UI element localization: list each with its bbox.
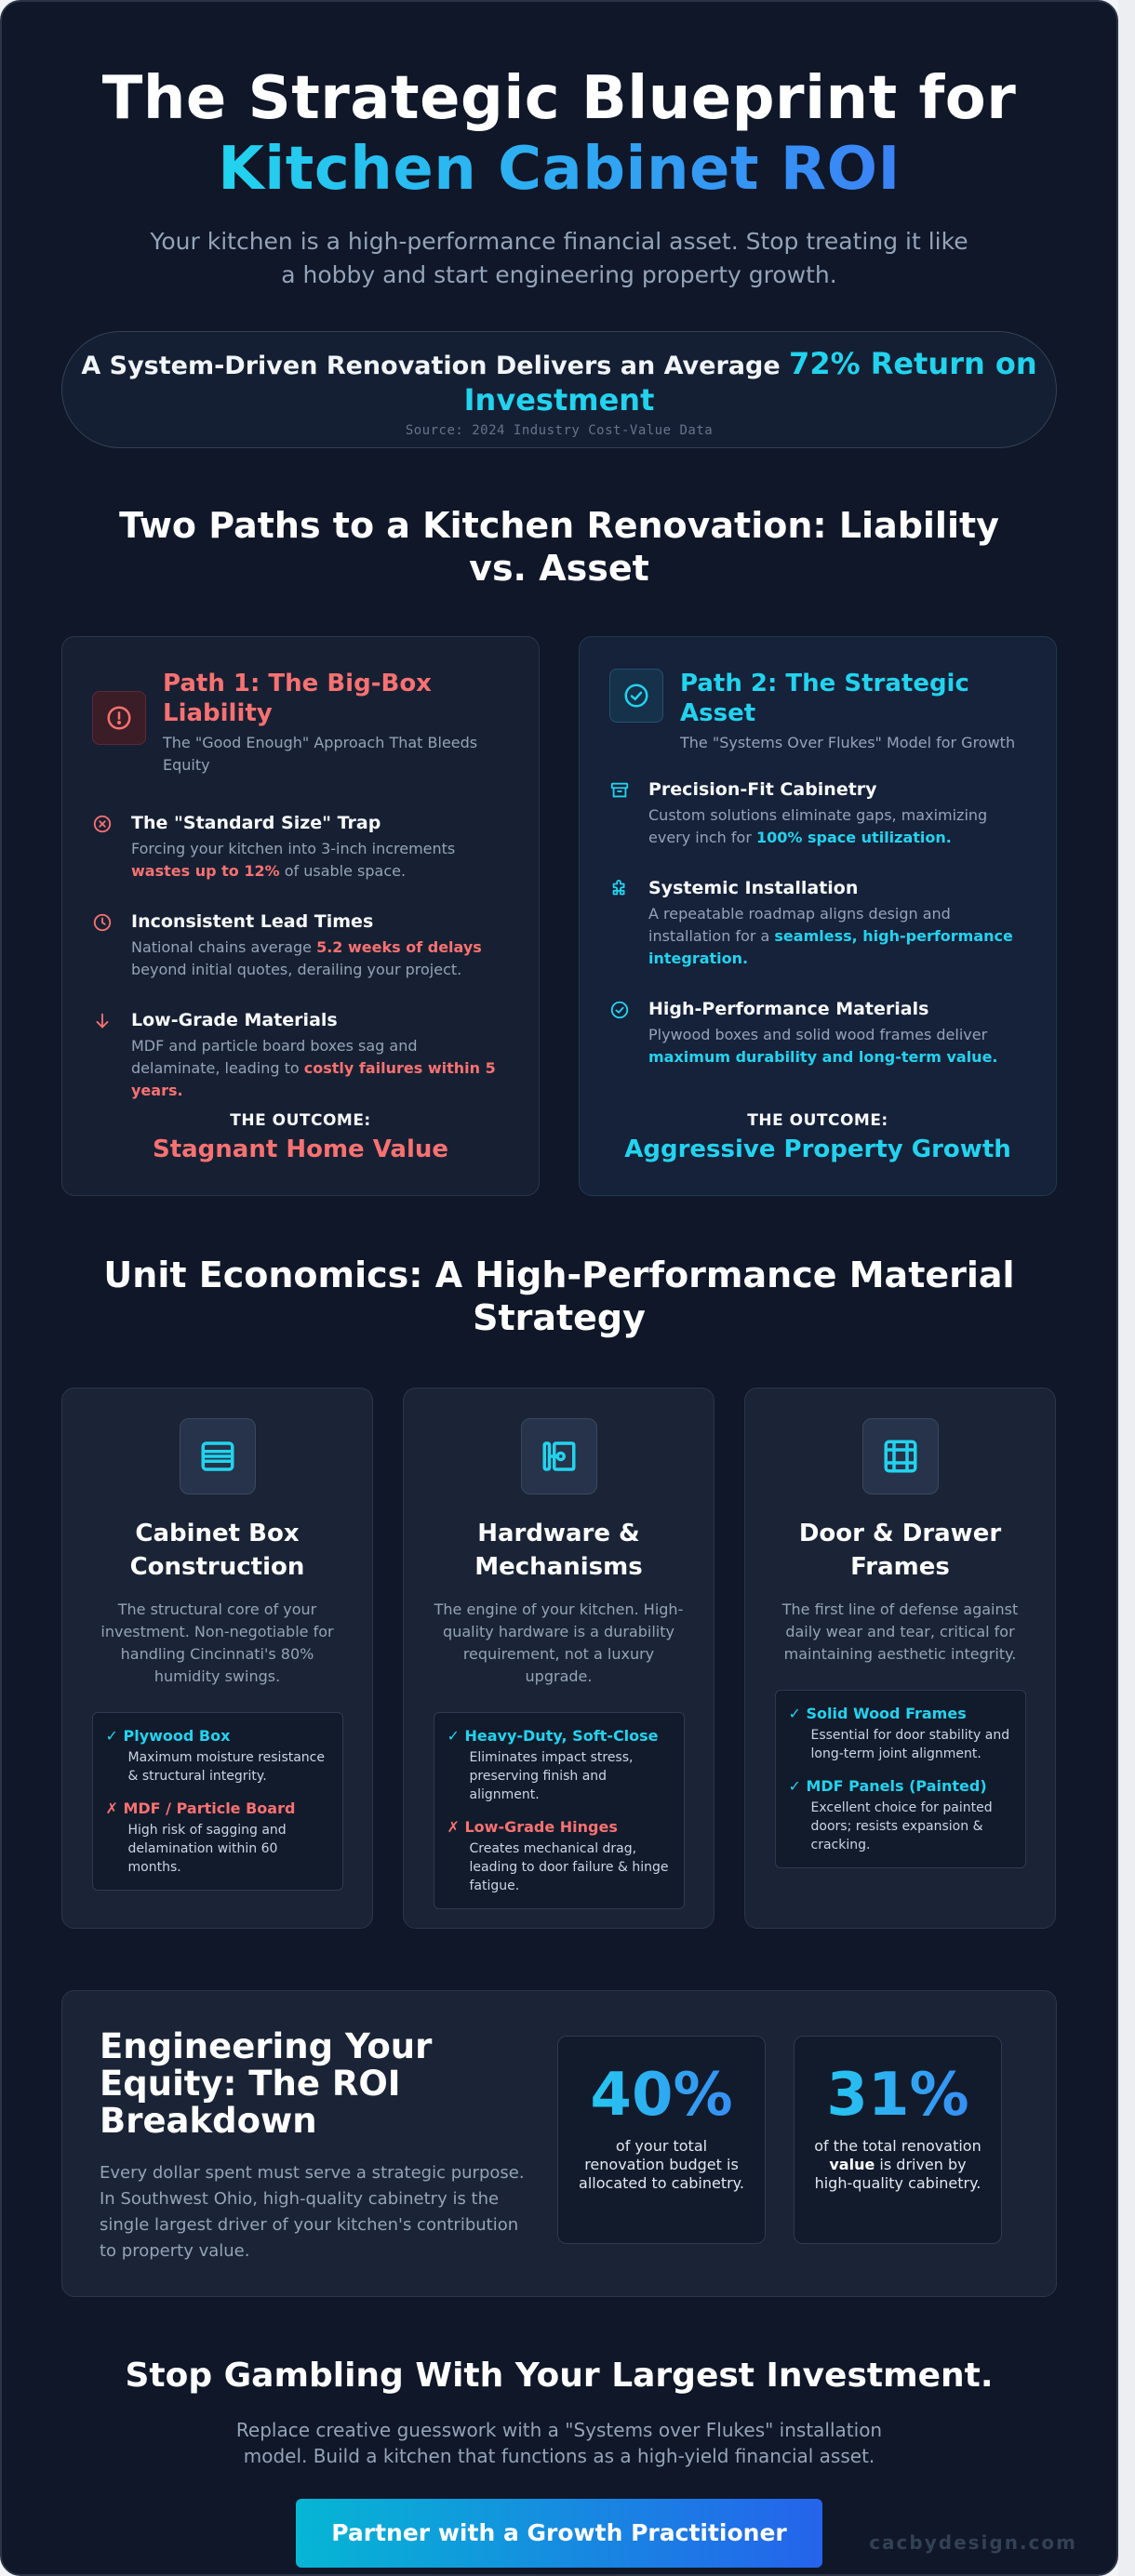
title-line-1: The Strategic Blueprint for xyxy=(101,64,1017,133)
path-item-title: Precision-Fit Cabinetry xyxy=(648,779,877,800)
material-option-title: ✓ Solid Wood Frames xyxy=(788,1705,967,1722)
desc-text: Forcing your kitchen into 3-inch increments xyxy=(131,840,456,857)
material-option xyxy=(106,1726,329,1786)
path-item-title: Inconsistent Lead Times xyxy=(131,911,374,932)
stat-value: 40% xyxy=(558,2063,765,2128)
cta-subtitle: Replace creative guesswork with a "Systems over Flukes" installation model. Build a kitchen that functions as a high-yield financial asset. xyxy=(235,2419,883,2467)
material-option-title: ✗ MDF / Particle Board xyxy=(105,1799,296,1817)
desc-highlight: maximum durability and long-term value. xyxy=(648,1048,998,1066)
desc-text: A repeatable roadmap aligns design and installation for a xyxy=(648,905,951,945)
grid-frame-icon xyxy=(862,1418,939,1494)
path-item xyxy=(609,778,1026,849)
outcome-label: THE OUTCOME: xyxy=(230,1111,371,1130)
material-card-title: Hardware & Mechanisms xyxy=(474,1520,643,1581)
partner-button[interactable]: Partner with a Growth Practitioner xyxy=(296,2499,822,2568)
check-circle-icon xyxy=(609,1000,630,1020)
material-option-desc: Excellent choice for painted doors; resists expansion & cracking. xyxy=(810,1800,993,1852)
material-option xyxy=(789,1704,1012,1763)
path-item xyxy=(609,998,1026,1069)
stat-card xyxy=(794,2036,1002,2244)
material-option-desc: High risk of sagging and delamination within 60 months. xyxy=(127,1823,287,1875)
path-title: Path 2: The Strategic Asset xyxy=(680,670,969,727)
materials-cards xyxy=(2,1388,1116,1929)
outcome-label: THE OUTCOME: xyxy=(747,1111,888,1130)
path-item-desc xyxy=(648,903,1026,970)
roi-breakdown-panel xyxy=(61,1990,1057,2297)
path-item-title: High-Performance Materials xyxy=(648,999,929,1019)
path-card-liability xyxy=(61,636,540,1196)
roi-banner xyxy=(61,331,1057,448)
path-item-desc xyxy=(648,1024,1026,1069)
roi-banner-text xyxy=(62,347,1056,419)
archive-icon xyxy=(609,780,630,801)
material-card-title: Door & Drawer Frames xyxy=(798,1520,1002,1581)
material-option-title: ✓ Plywood Box xyxy=(105,1727,231,1745)
stat-desc-text: of your total renovation budget is allocated to cabinetry. xyxy=(579,2137,744,2192)
desc-text: Custom solutions eliminate gaps, maximizing every inch for xyxy=(648,806,988,846)
stat-value: 31% xyxy=(794,2063,1001,2128)
desc-highlight: wastes up to 12% xyxy=(131,862,280,880)
material-comparison-box xyxy=(434,1712,685,1909)
hero-subtitle: Your kitchen is a high-performance financial asset. Stop treating it like a hobby and start engineering property growth. xyxy=(150,228,968,288)
title-line-2: Kitchen Cabinet ROI xyxy=(218,135,901,204)
material-option-title: ✓ MDF Panels (Painted) xyxy=(788,1777,987,1795)
desc-text: MDF and particle board boxes sag and delaminate, leading to xyxy=(131,1037,418,1077)
path-items xyxy=(92,812,509,1102)
check-circle-icon xyxy=(609,669,663,723)
path-item-desc xyxy=(131,1035,509,1102)
roi-banner-source: Source: 2024 Industry Cost-Value Data xyxy=(405,423,714,438)
roi-breakdown-text xyxy=(100,2028,527,2296)
material-option-desc: Maximum moisture resistance & structural integrity. xyxy=(127,1750,325,1784)
desc-text: National chains average xyxy=(131,938,317,956)
material-option xyxy=(447,1726,671,1804)
roi-banner-lead: A System-Driven Renovation Delivers an Average xyxy=(81,352,781,380)
path-item xyxy=(609,877,1026,970)
path-title: Path 1: The Big-Box Liability xyxy=(163,670,432,727)
material-card xyxy=(744,1388,1056,1929)
hero-section xyxy=(2,2,1116,292)
alert-circle-icon xyxy=(92,691,146,745)
material-option-desc: Essential for door stability and long-term joint alignment. xyxy=(810,1728,1010,1761)
paths-section-title: Two Paths to a Kitchen Renovation: Liability vs. Asset xyxy=(119,505,999,589)
path-outcome xyxy=(62,1111,539,1163)
path-header xyxy=(92,669,509,777)
desc-highlight: 100% space utilization. xyxy=(755,829,952,846)
stat-desc-text: of the total renovation xyxy=(814,2137,981,2155)
path-item-desc xyxy=(648,804,1026,849)
desc-text: beyond initial quotes, derailing your project. xyxy=(131,961,462,978)
material-comparison-box xyxy=(92,1712,343,1891)
material-option-desc: Eliminates impact stress, preserving finish and alignment. xyxy=(469,1750,634,1802)
desc-highlight: costly failures within 5 years. xyxy=(131,1059,496,1099)
material-option xyxy=(789,1776,1012,1854)
material-card xyxy=(403,1388,714,1929)
arrow-down-icon xyxy=(92,1011,113,1031)
roi-banner-highlight: 72% Return on Investment xyxy=(463,346,1037,418)
path-item xyxy=(92,910,509,981)
cta-title: Stop Gambling With Your Largest Investment. xyxy=(125,2357,994,2395)
path-item xyxy=(92,1009,509,1102)
paths-comparison xyxy=(2,636,1116,1196)
path-subtitle: The "Systems Over Flukes" Model for Growth xyxy=(680,734,1016,751)
material-option xyxy=(106,1799,329,1877)
footer-brand: cacbydesign.com xyxy=(869,2531,1077,2554)
outcome-value: Stagnant Home Value xyxy=(152,1135,449,1163)
stat-desc xyxy=(814,2137,981,2193)
desc-text: of usable space. xyxy=(279,862,407,880)
material-option xyxy=(447,1817,671,1895)
materials-section-title: Unit Economics: A High-Performance Material Strategy xyxy=(103,1255,1015,1338)
roi-breakdown-desc: Every dollar spent must serve a strategic purpose. In Southwest Ohio, high-quality cabinetry is the single largest driver of your kitchen's contribution to property value. xyxy=(100,2163,525,2261)
material-option-desc: Creates mechanical drag, leading to door failure & hinge fatigue. xyxy=(469,1841,669,1893)
desc-highlight: 5.2 weeks of delays xyxy=(316,938,482,956)
path-item-title: Low-Grade Materials xyxy=(131,1010,338,1030)
page-scrollbar[interactable] xyxy=(1118,0,1135,2576)
path-card-asset xyxy=(579,636,1057,1196)
material-card-desc: The first line of defense against daily wear and tear, critical for maintaining aesthetic integrity. xyxy=(781,1600,1019,1663)
outcome-value: Aggressive Property Growth xyxy=(624,1135,1011,1163)
material-option-title: ✓ Heavy-Duty, Soft-Close xyxy=(447,1727,659,1745)
puzzle-icon xyxy=(609,879,630,899)
material-card xyxy=(61,1388,373,1929)
stat-card xyxy=(557,2036,766,2244)
desc-highlight: seamless, high-performance integration. xyxy=(648,927,1013,967)
material-comparison-box xyxy=(775,1690,1026,1868)
path-item-desc xyxy=(131,838,509,883)
path-items xyxy=(609,778,1026,1069)
path-header xyxy=(609,669,1026,754)
desc-text: Plywood boxes and solid wood frames deliver xyxy=(648,1026,988,1043)
stat-desc xyxy=(578,2137,745,2193)
clock-icon xyxy=(92,912,113,933)
path-item-title: Systemic Installation xyxy=(648,878,859,898)
layers-icon xyxy=(180,1418,256,1494)
path-subtitle: The "Good Enough" Approach That Bleeds Equity xyxy=(163,734,478,774)
material-card-desc: The engine of your kitchen. High-quality hardware is a durability requirement, not a luxury upgrade. xyxy=(434,1600,684,1685)
material-card-title: Cabinet Box Construction xyxy=(129,1520,305,1581)
path-outcome xyxy=(580,1111,1056,1163)
material-card-desc: The structural core of your investment. Non-negotiable for handling Cincinnati's 80% humidity swings. xyxy=(100,1600,334,1685)
path-item-title: The "Standard Size" Trap xyxy=(131,813,381,833)
roi-breakdown-title: Engineering Your Equity: The ROI Breakdown xyxy=(100,2026,433,2141)
hardware-icon xyxy=(521,1418,597,1494)
stat-desc-text: is driven by high-quality cabinetry. xyxy=(814,2156,981,2192)
path-item xyxy=(92,812,509,883)
x-circle-icon xyxy=(92,814,113,834)
stat-desc-bold: value xyxy=(829,2156,875,2173)
page-title xyxy=(2,63,1116,205)
material-option-title: ✗ Low-Grade Hinges xyxy=(447,1818,618,1836)
path-item-desc xyxy=(131,936,509,981)
